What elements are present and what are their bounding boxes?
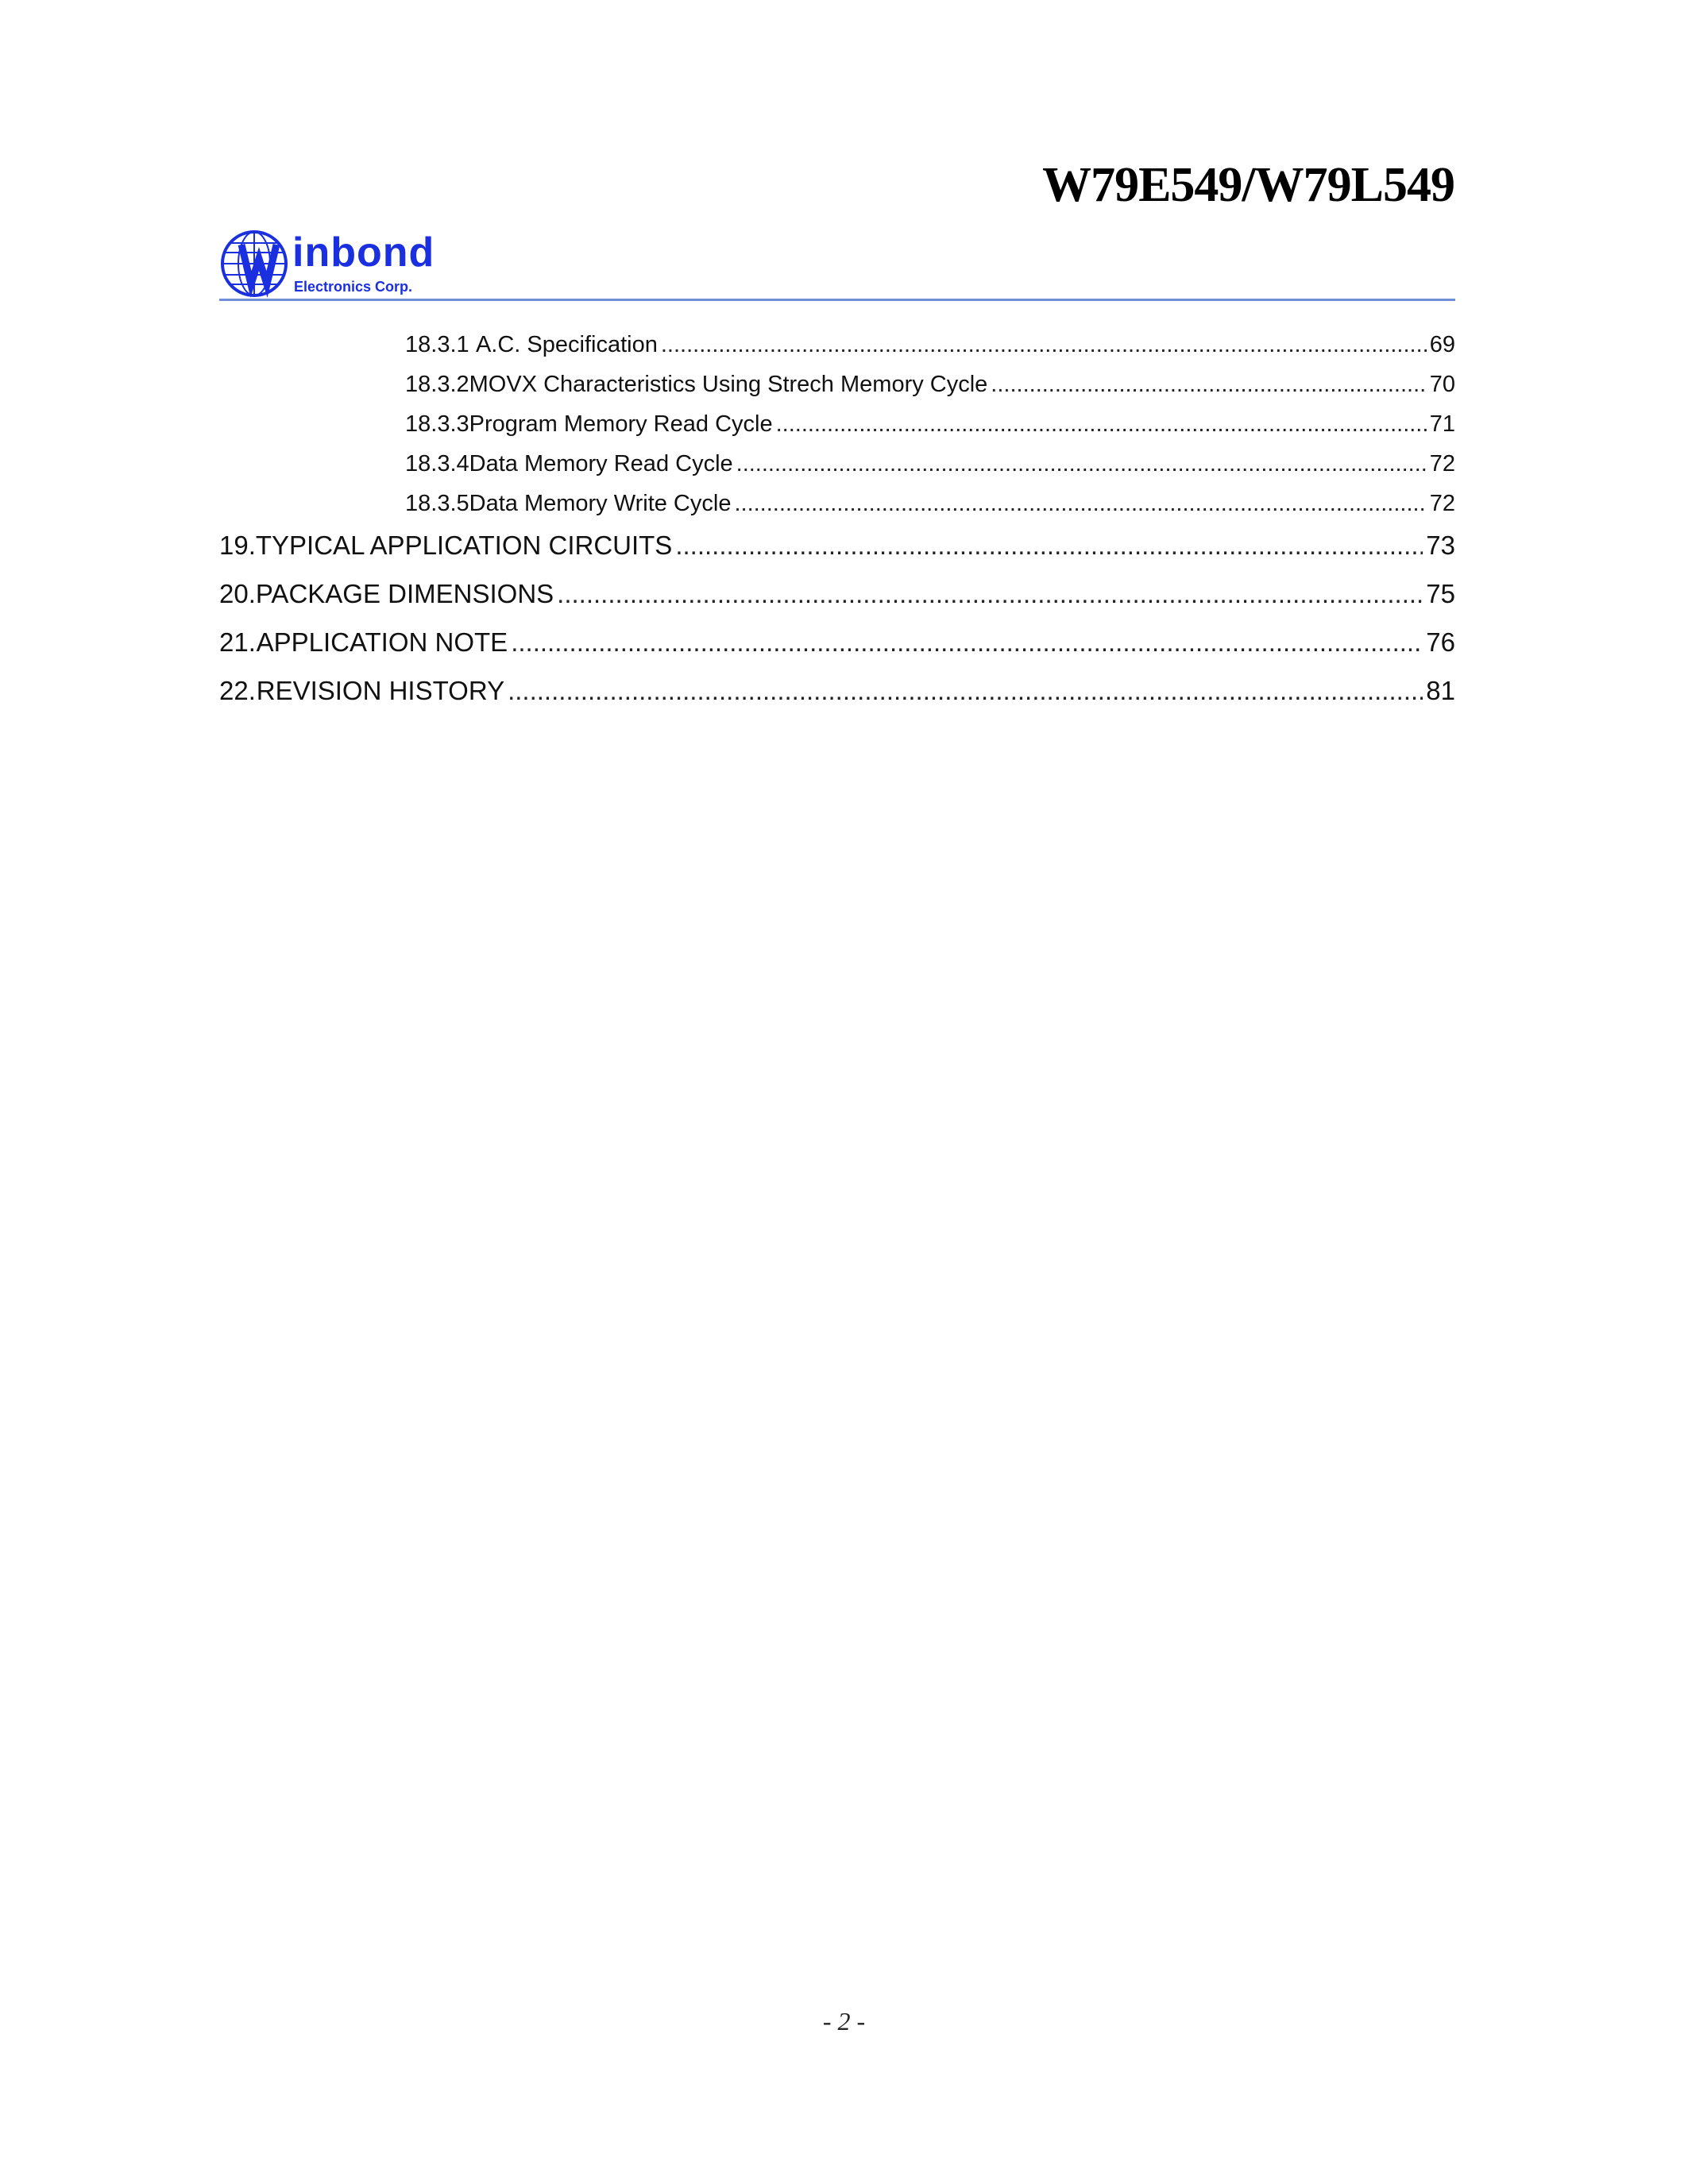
toc-entry-number: 18.3.5 (405, 491, 469, 516)
toc-entry-page: 72 (1429, 451, 1455, 477)
winbond-logo (219, 229, 434, 300)
toc-section-page: 75 (1426, 579, 1455, 608)
toc-leader-dots (661, 332, 1427, 358)
toc-leader-dots (736, 451, 1427, 477)
toc-section-entry[interactable] (219, 676, 1455, 724)
toc-section-entry[interactable] (219, 627, 1455, 676)
toc-entry[interactable] (219, 451, 1455, 491)
toc-entry-page: 70 (1429, 372, 1455, 397)
toc-entry[interactable] (219, 372, 1455, 411)
toc-leader-dots (991, 372, 1426, 398)
logo-subtitle: Electronics Corp. (294, 279, 413, 295)
toc-leader-dots (675, 531, 1423, 561)
toc-entry-title: Program Memory Read Cycle (469, 411, 773, 437)
toc-section-number: 21. (219, 627, 256, 657)
toc-entry-number: 18.3.3 (405, 411, 469, 437)
toc-leader-dots (734, 491, 1426, 517)
toc-entry-number: 18.3.4 (405, 451, 469, 477)
toc-leader-dots (776, 411, 1427, 438)
page-number: - 2 - (822, 2007, 866, 2035)
toc-section-title: APPLICATION NOTE (256, 627, 508, 657)
logo-wordmark: inbond (292, 230, 435, 276)
toc-section-title: REVISION HISTORY (256, 676, 505, 705)
toc-entry[interactable] (219, 491, 1455, 531)
toc-entry-number: 18.3.1 (405, 332, 469, 357)
toc-entry-page: 69 (1429, 332, 1455, 357)
toc-entry[interactable] (219, 411, 1455, 451)
toc-section-page: 73 (1426, 531, 1455, 560)
toc-entry-title: Data Memory Write Cycle (469, 491, 732, 516)
toc-section-entry[interactable] (219, 531, 1455, 579)
toc-section-entry[interactable] (219, 579, 1455, 627)
toc-section-page: 81 (1426, 676, 1455, 705)
toc-leader-dots (511, 627, 1423, 658)
toc-section-number: 20. (219, 579, 256, 608)
toc-entry-page: 72 (1429, 491, 1455, 516)
toc-section-number: 22. (219, 676, 256, 705)
toc-entry-number: 18.3.2 (405, 372, 469, 397)
toc-entry[interactable] (219, 332, 1455, 372)
header-rule (219, 299, 1455, 301)
toc-entry-title: Data Memory Read Cycle (469, 451, 733, 477)
toc-entry-title: A.C. Specification (475, 332, 658, 357)
toc-entry-title: MOVX Characteristics Using Strech Memory Cycle (469, 372, 988, 397)
document-title: W79E549/W79L549 (1042, 158, 1454, 212)
toc-section-number: 19. (219, 531, 256, 560)
winbond-globe-logo-icon (219, 229, 292, 299)
toc-leader-dots (508, 676, 1423, 706)
toc-section-page: 76 (1426, 627, 1455, 657)
toc-leader-dots (557, 579, 1423, 609)
toc-entry-page: 71 (1429, 411, 1455, 437)
table-of-contents (219, 332, 1455, 724)
toc-section-title: PACKAGE DIMENSIONS (255, 579, 554, 608)
toc-section-title: TYPICAL APPLICATION CIRCUITS (255, 531, 673, 560)
